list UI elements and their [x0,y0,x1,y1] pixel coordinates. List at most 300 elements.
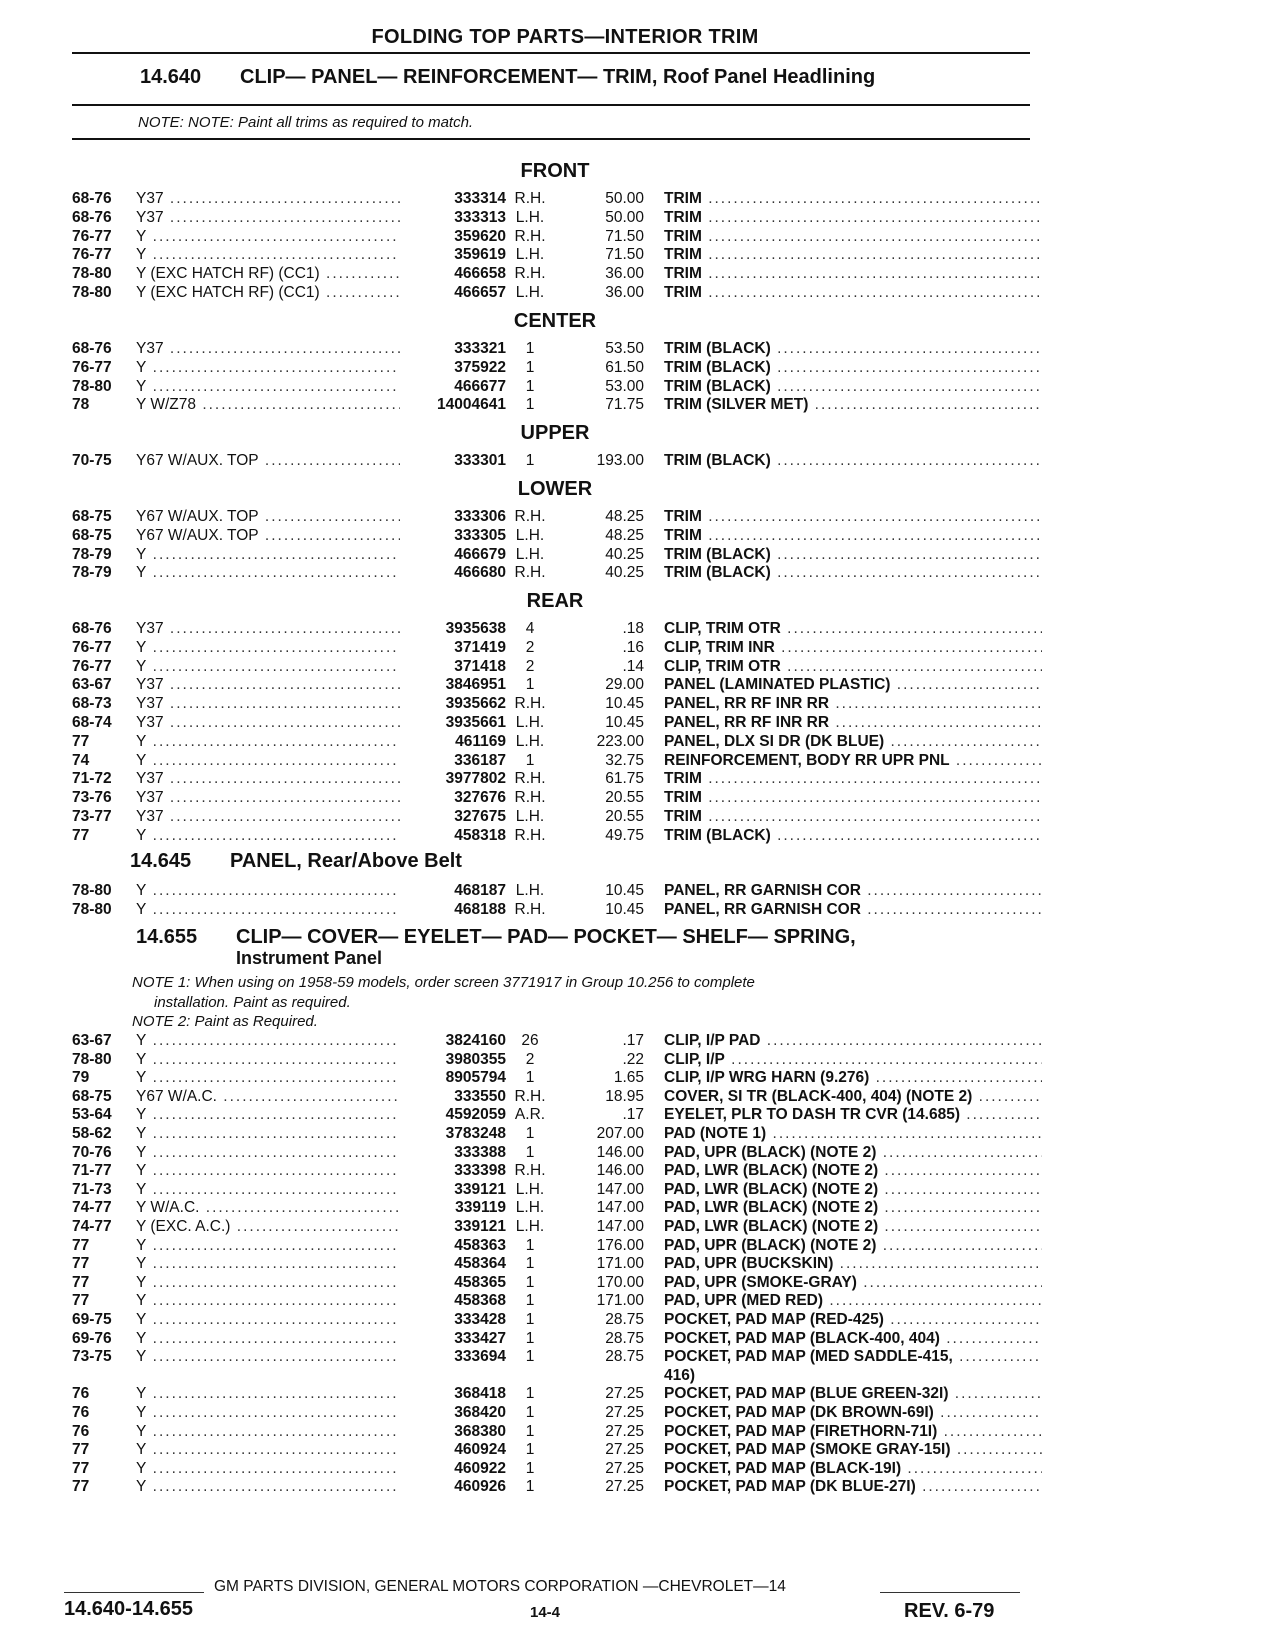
part-qty: R.H. [514,770,546,788]
part-part: 3935661 [400,714,506,732]
part-desc: PAD, LWR (BLACK) (NOTE 2) ..... [664,1218,1042,1236]
part-qty: 2 [525,1050,535,1068]
part-row [0,1069,1040,1087]
part-desc: TRIM (BLACK) ..... [664,564,1042,582]
section-heading-14-645 [130,850,462,873]
section-rule [72,104,1030,106]
part-years: 77 [72,1255,90,1273]
part-part: 468188 [400,901,506,919]
note-2: NOTE 2: Paint as Required. [132,1013,318,1030]
part-model: Y ..... [136,1181,424,1199]
part-years: 71-72 [72,770,112,788]
part-row [0,1218,1040,1236]
part-part: 336187 [400,752,506,770]
part-desc: TRIM (BLACK) ..... [664,546,1042,564]
part-row [0,1274,1040,1292]
part-model: Y ..... [136,1162,424,1180]
part-qty: 26 [521,1032,539,1049]
part-qty: 1 [525,452,535,469]
part-price: 27.25 [605,1404,644,1421]
part-price: 27.25 [605,1385,644,1403]
part-years: 77 [72,1273,90,1291]
part-qty: R.H. [514,826,546,844]
part-qty: 1 [525,1478,535,1496]
part-part: 466679 [400,546,506,564]
part-row [0,1311,1040,1329]
part-desc: PAD, UPR (SMOKE-GRAY) ..... [664,1274,1042,1292]
part-years: 76 [72,1385,90,1403]
part-years: 63-67 [72,1032,112,1049]
part-years: 68-74 [72,714,112,731]
subhead-rear: REAR [526,590,584,612]
part-price: 53.00 [605,377,644,395]
part-years: 79 [72,1069,90,1087]
part-years: 78-80 [72,882,112,899]
part-price: 50.00 [605,208,644,226]
part-qty: A.R. [514,1106,546,1124]
part-price: 27.25 [605,1441,644,1459]
part-model: Y ..... [136,1423,424,1441]
part-desc: POCKET, PAD MAP (RED-425) ..... [664,1311,1042,1329]
part-qty: 1 [525,1422,535,1440]
part-qty: R.H. [514,564,546,582]
part-qty: L.H. [515,808,545,825]
part-desc: REINFORCEMENT, BODY RR UPR PNL ..... [664,752,1042,770]
part-qty: R.H. [514,789,546,807]
subhead-lower: LOWER [517,478,593,500]
part-model: Y ..... [136,1051,424,1069]
part-years: 70-75 [72,452,112,469]
part-part: 333694 [400,1348,506,1366]
part-years: 78-80 [72,265,112,283]
part-row [0,1032,1040,1050]
part-model: Y37 ..... [136,340,424,358]
part-row [0,882,1040,900]
part-model: Y67 W/AUX. TOP ..... [136,527,424,545]
part-price: 193.00 [596,452,644,469]
part-desc: POCKET, PAD MAP (DK BLUE-27I) ..... [664,1478,1042,1496]
part-row [0,676,1040,694]
part-part: 333306 [400,508,506,526]
part-desc: PAD, UPR (BLACK) (NOTE 2) ..... [664,1144,1042,1162]
part-part: 339121 [400,1181,506,1199]
part-model: Y37 ..... [136,714,424,732]
part-years: 69-75 [72,1311,112,1328]
part-qty: L.H. [515,1199,545,1217]
part-part: 458318 [400,827,506,845]
part-qty: L.H. [515,882,545,899]
part-price: 10.45 [605,882,644,899]
part-years: 74-77 [72,1218,112,1235]
revision-label: REV. 6-79 [904,1600,995,1622]
part-qty: R.H. [514,227,546,245]
part-qty: 1 [525,1069,535,1087]
part-part: 461169 [400,733,506,751]
part-part: 333428 [400,1311,506,1329]
part-model: Y67 W/AUX. TOP ..... [136,452,424,470]
part-desc: POCKET, PAD MAP (BLACK-19I) ..... [664,1460,1042,1478]
part-qty: R.H. [514,508,546,525]
part-model: Y ..... [136,1069,424,1087]
part-years: 68-75 [72,508,112,525]
part-model: Y37 ..... [136,190,424,208]
part-row [0,359,1040,377]
part-qty: 1 [525,1273,535,1291]
part-model: Y ..... [136,1478,424,1496]
part-years: 77 [72,732,90,750]
part-price: 40.25 [605,564,644,582]
part-desc: TRIM ..... [664,508,1042,526]
part-desc: PAD, LWR (BLACK) (NOTE 2) ..... [664,1162,1042,1180]
part-price: 176.00 [596,1236,644,1254]
part-row [0,508,1040,526]
part-desc: TRIM ..... [664,770,1042,788]
part-years: 76-77 [72,227,112,245]
part-part: 359619 [400,246,506,264]
part-part: 333321 [400,340,506,358]
part-years: 78-79 [72,564,112,582]
part-qty: 1 [525,1459,535,1477]
part-price: 50.00 [605,190,644,207]
part-row [0,1367,1040,1385]
part-years: 71-73 [72,1180,112,1198]
part-model: Y ..... [136,1385,424,1403]
part-price: 48.25 [605,508,644,525]
part-part: 368380 [400,1423,506,1441]
part-row [0,1423,1040,1441]
part-part: 327675 [400,808,506,826]
part-model: Y ..... [136,901,424,919]
part-years: 78-80 [72,900,112,918]
part-desc: POCKET, PAD MAP (BLACK-400, 404) ..... [664,1330,1042,1348]
part-row [0,1330,1040,1348]
part-qty: R.H. [514,900,546,918]
part-price: .14 [622,657,644,675]
part-desc: CLIP, I/P WRG HARN (9.276) ..... [664,1069,1042,1087]
part-desc: PANEL, RR GARNISH COR ..... [664,882,1042,900]
part-model: Y (EXC. A.C.) ..... [136,1218,424,1236]
part-desc: PANEL (LAMINATED PLASTIC) ..... [664,676,1042,694]
part-model: Y ..... [136,378,424,396]
part-qty: 1 [525,1385,535,1403]
part-qty: R.H. [514,265,546,283]
part-qty: L.H. [515,732,545,750]
part-years: 77 [72,1236,90,1254]
part-part: 359620 [400,228,506,246]
part-part: 3935662 [400,695,506,713]
part-row [0,190,1040,208]
part-desc: POCKET, PAD MAP (BLUE GREEN-32I) ..... [664,1385,1042,1403]
part-model: Y37 ..... [136,770,424,788]
part-row [0,228,1040,246]
part-qty: 1 [525,1143,535,1161]
part-qty: 1 [525,377,535,395]
part-model: Y67 W/A.C. ..... [136,1088,424,1106]
part-part: 339121 [400,1218,506,1236]
part-desc: TRIM (SILVER MET) ..... [664,396,1042,414]
part-price: .18 [622,620,644,637]
part-model: Y ..... [136,733,424,751]
publisher-line: GM PARTS DIVISION, GENERAL MOTORS CORPORATION —CHEVROLET—14 [214,1578,786,1595]
part-price: 147.00 [596,1199,644,1217]
part-qty: L.H. [515,1218,545,1235]
part-part: 3935638 [400,620,506,638]
part-part: 333314 [400,190,506,208]
part-qty: 2 [525,657,535,675]
part-part: 368418 [400,1385,506,1403]
part-years: 78-79 [72,545,112,563]
part-model: Y ..... [136,1404,424,1422]
part-years: 78 [72,396,90,414]
part-part: 3977802 [400,770,506,788]
part-years: 76-77 [72,358,112,376]
part-model: Y ..... [136,658,424,676]
part-model: Y67 W/AUX. TOP ..... [136,508,424,526]
part-qty: R.H. [514,695,546,713]
part-years: 76 [72,1422,90,1440]
section-note: NOTE: NOTE: Paint all trims as required to match. [138,114,474,131]
part-years: 76 [72,1404,90,1421]
part-desc: TRIM ..... [664,789,1042,807]
part-model: Y ..... [136,1255,424,1273]
part-price: 10.45 [605,714,644,731]
part-model: Y W/A.C. ..... [136,1199,424,1217]
part-model: Y ..... [136,639,424,657]
section-range: 14.640-14.655 [64,1598,194,1620]
part-qty: L.H. [515,208,545,226]
part-years: 68-75 [72,526,112,544]
part-desc: TRIM ..... [664,527,1042,545]
part-part: 3783248 [400,1125,506,1143]
part-model: Y ..... [136,1292,424,1310]
part-price: 171.00 [596,1255,644,1273]
part-price: 146.00 [596,1143,644,1161]
part-row [0,1125,1040,1143]
part-years: 78-80 [72,377,112,395]
part-years: 78-80 [72,1050,112,1068]
part-desc: TRIM (BLACK) ..... [664,452,1042,470]
part-price: 28.75 [605,1348,644,1366]
part-desc: POCKET, PAD MAP (MED SADDLE-415, ..... [664,1348,1042,1366]
subhead-center: CENTER [513,310,597,332]
part-price: 53.50 [605,340,644,357]
part-price: 170.00 [596,1273,644,1291]
part-model: Y ..... [136,1460,424,1478]
part-row [0,378,1040,396]
part-qty: R.H. [514,1162,546,1180]
part-years: 53-64 [72,1106,112,1124]
part-qty: 4 [525,620,535,637]
part-row [0,827,1040,845]
part-model: Y37 ..... [136,676,424,694]
part-part: 458364 [400,1255,506,1273]
part-years: 76-77 [72,246,112,264]
part-desc: CLIP, TRIM OTR ..... [664,620,1042,638]
part-part: 333305 [400,527,506,545]
part-desc: COVER, SI TR (BLACK-400, 404) (NOTE 2) ..... [664,1088,1042,1106]
part-part: 368420 [400,1404,506,1422]
part-row [0,1051,1040,1069]
part-model: Y ..... [136,564,424,582]
part-qty: 1 [525,396,535,414]
part-part: 375922 [400,359,506,377]
part-row [0,1144,1040,1162]
part-part: 466677 [400,378,506,396]
section-heading-14-655 [136,926,856,949]
part-part: 3846951 [400,676,506,694]
part-model: Y37 ..... [136,209,424,227]
part-years: 68-76 [72,340,112,357]
part-desc: TRIM ..... [664,284,1042,302]
part-part: 458368 [400,1292,506,1310]
part-row [0,1478,1040,1496]
part-part: 14004641 [400,396,506,414]
part-years: 74 [72,751,90,769]
part-qty: 1 [525,358,535,376]
part-part: 333313 [400,209,506,227]
part-desc: PANEL, RR RF INR RR ..... [664,714,1042,732]
part-part: 8905794 [400,1069,506,1087]
part-desc: TRIM ..... [664,265,1042,283]
part-qty: 1 [525,1311,535,1328]
part-years: 77 [72,1441,90,1459]
part-part: 371418 [400,658,506,676]
part-part: 4592059 [400,1106,506,1124]
part-price: 49.75 [605,826,644,844]
part-row [0,1255,1040,1273]
part-price: 10.45 [605,695,644,713]
part-part: 466680 [400,564,506,582]
part-row [0,1441,1040,1459]
part-row [0,1404,1040,1422]
part-price: .22 [622,1050,644,1068]
part-part: 460926 [400,1478,506,1496]
part-desc: TRIM (BLACK) ..... [664,378,1042,396]
part-row [0,714,1040,732]
part-part: 3980355 [400,1051,506,1069]
part-qty: 1 [525,1255,535,1273]
part-qty: 2 [525,638,535,656]
part-qty: R.H. [514,1087,546,1105]
part-years: 76-77 [72,638,112,656]
part-years: 77 [72,826,90,844]
part-row [0,1162,1040,1180]
part-part: 3824160 [400,1032,506,1050]
title-rule [72,52,1030,54]
part-row [0,789,1040,807]
part-years: 78-80 [72,284,112,301]
part-years: 73-75 [72,1348,112,1366]
part-desc: TRIM ..... [664,808,1042,826]
part-qty: 1 [525,1292,535,1310]
part-model: Y ..... [136,359,424,377]
section-subtitle: Instrument Panel [236,948,383,968]
part-price: 71.50 [605,246,644,264]
part-row [0,1237,1040,1255]
part-row [0,770,1040,788]
part-price: 27.25 [605,1422,644,1440]
part-price: 48.25 [605,526,644,544]
part-part: 339119 [400,1199,506,1217]
part-desc: TRIM (BLACK) ..... [664,340,1042,358]
part-model: Y ..... [136,1237,424,1255]
part-model: Y ..... [136,827,424,845]
part-years: 68-76 [72,208,112,226]
part-price: 28.75 [605,1311,644,1328]
part-desc: POCKET, PAD MAP (SMOKE GRAY-15I) ..... [664,1441,1042,1459]
part-price: 223.00 [596,732,644,750]
subhead-upper: UPPER [520,422,590,444]
part-model: Y37 ..... [136,695,424,713]
part-qty: R.H. [514,190,546,207]
part-model: Y ..... [136,1106,424,1124]
part-part: 333388 [400,1144,506,1162]
part-years: 73-76 [72,789,112,807]
part-price: 147.00 [596,1218,644,1235]
part-model: Y37 ..... [136,620,424,638]
part-price: 61.50 [605,358,644,376]
part-desc: TRIM ..... [664,246,1042,264]
part-part: 333398 [400,1162,506,1180]
part-years: 76-77 [72,657,112,675]
part-part: 466658 [400,265,506,283]
part-price: 32.75 [605,751,644,769]
part-price: 171.00 [596,1292,644,1310]
part-years: 68-73 [72,695,112,713]
part-desc: POCKET, PAD MAP (FIRETHORN-71I) ..... [664,1423,1042,1441]
part-model: Y ..... [136,752,424,770]
section-number: 14.645 [130,850,192,872]
part-model: Y ..... [136,882,424,900]
part-price: .17 [622,1106,644,1124]
part-model: Y ..... [136,1348,424,1366]
part-part: 460922 [400,1460,506,1478]
part-qty: L.H. [515,284,545,301]
part-desc: PAD (NOTE 1) ..... [664,1125,1042,1143]
part-price: 71.75 [605,396,644,414]
part-years: 74-77 [72,1199,112,1217]
part-row [0,620,1040,638]
part-years: 77 [72,1478,90,1496]
page-number: 14-4 [530,1604,561,1621]
section-title: CLIP— COVER— EYELET— PAD— POCKET— SHELF— SPRING, [236,926,856,948]
part-price: 20.55 [605,789,644,807]
subhead-front: FRONT [520,160,590,182]
part-desc: EYELET, PLR TO DASH TR CVR (14.685) ..... [664,1106,1042,1124]
part-qty: 1 [525,1236,535,1254]
part-price: 18.95 [605,1087,644,1105]
section-number: 14.640 [140,66,202,88]
part-model: Y (EXC HATCH RF) (CC1) ..... [136,284,424,302]
part-desc: PANEL, RR RF INR RR ..... [664,695,1042,713]
footer-rule-right [880,1592,1020,1593]
note-1-continued: installation. Paint as required. [154,994,351,1011]
section-title: CLIP— PANEL— REINFORCEMENT— TRIM, Roof Panel Headlining [240,66,876,88]
part-part: 327676 [400,789,506,807]
part-row [0,733,1040,751]
part-desc: PANEL, DLX SI DR (DK BLUE) ..... [664,733,1042,751]
part-row [0,901,1040,919]
part-model: Y ..... [136,1441,424,1459]
note-1: NOTE 1: When using on 1958-59 models, order screen 3771917 in Group 10.256 to complete [132,974,755,991]
part-desc: TRIM ..... [664,228,1042,246]
part-qty: L.H. [515,246,545,264]
part-row [0,1088,1040,1106]
part-qty: 1 [525,1329,535,1347]
part-model: Y ..... [136,1125,424,1143]
part-model: Y ..... [136,1330,424,1348]
part-model: Y37 ..... [136,789,424,807]
